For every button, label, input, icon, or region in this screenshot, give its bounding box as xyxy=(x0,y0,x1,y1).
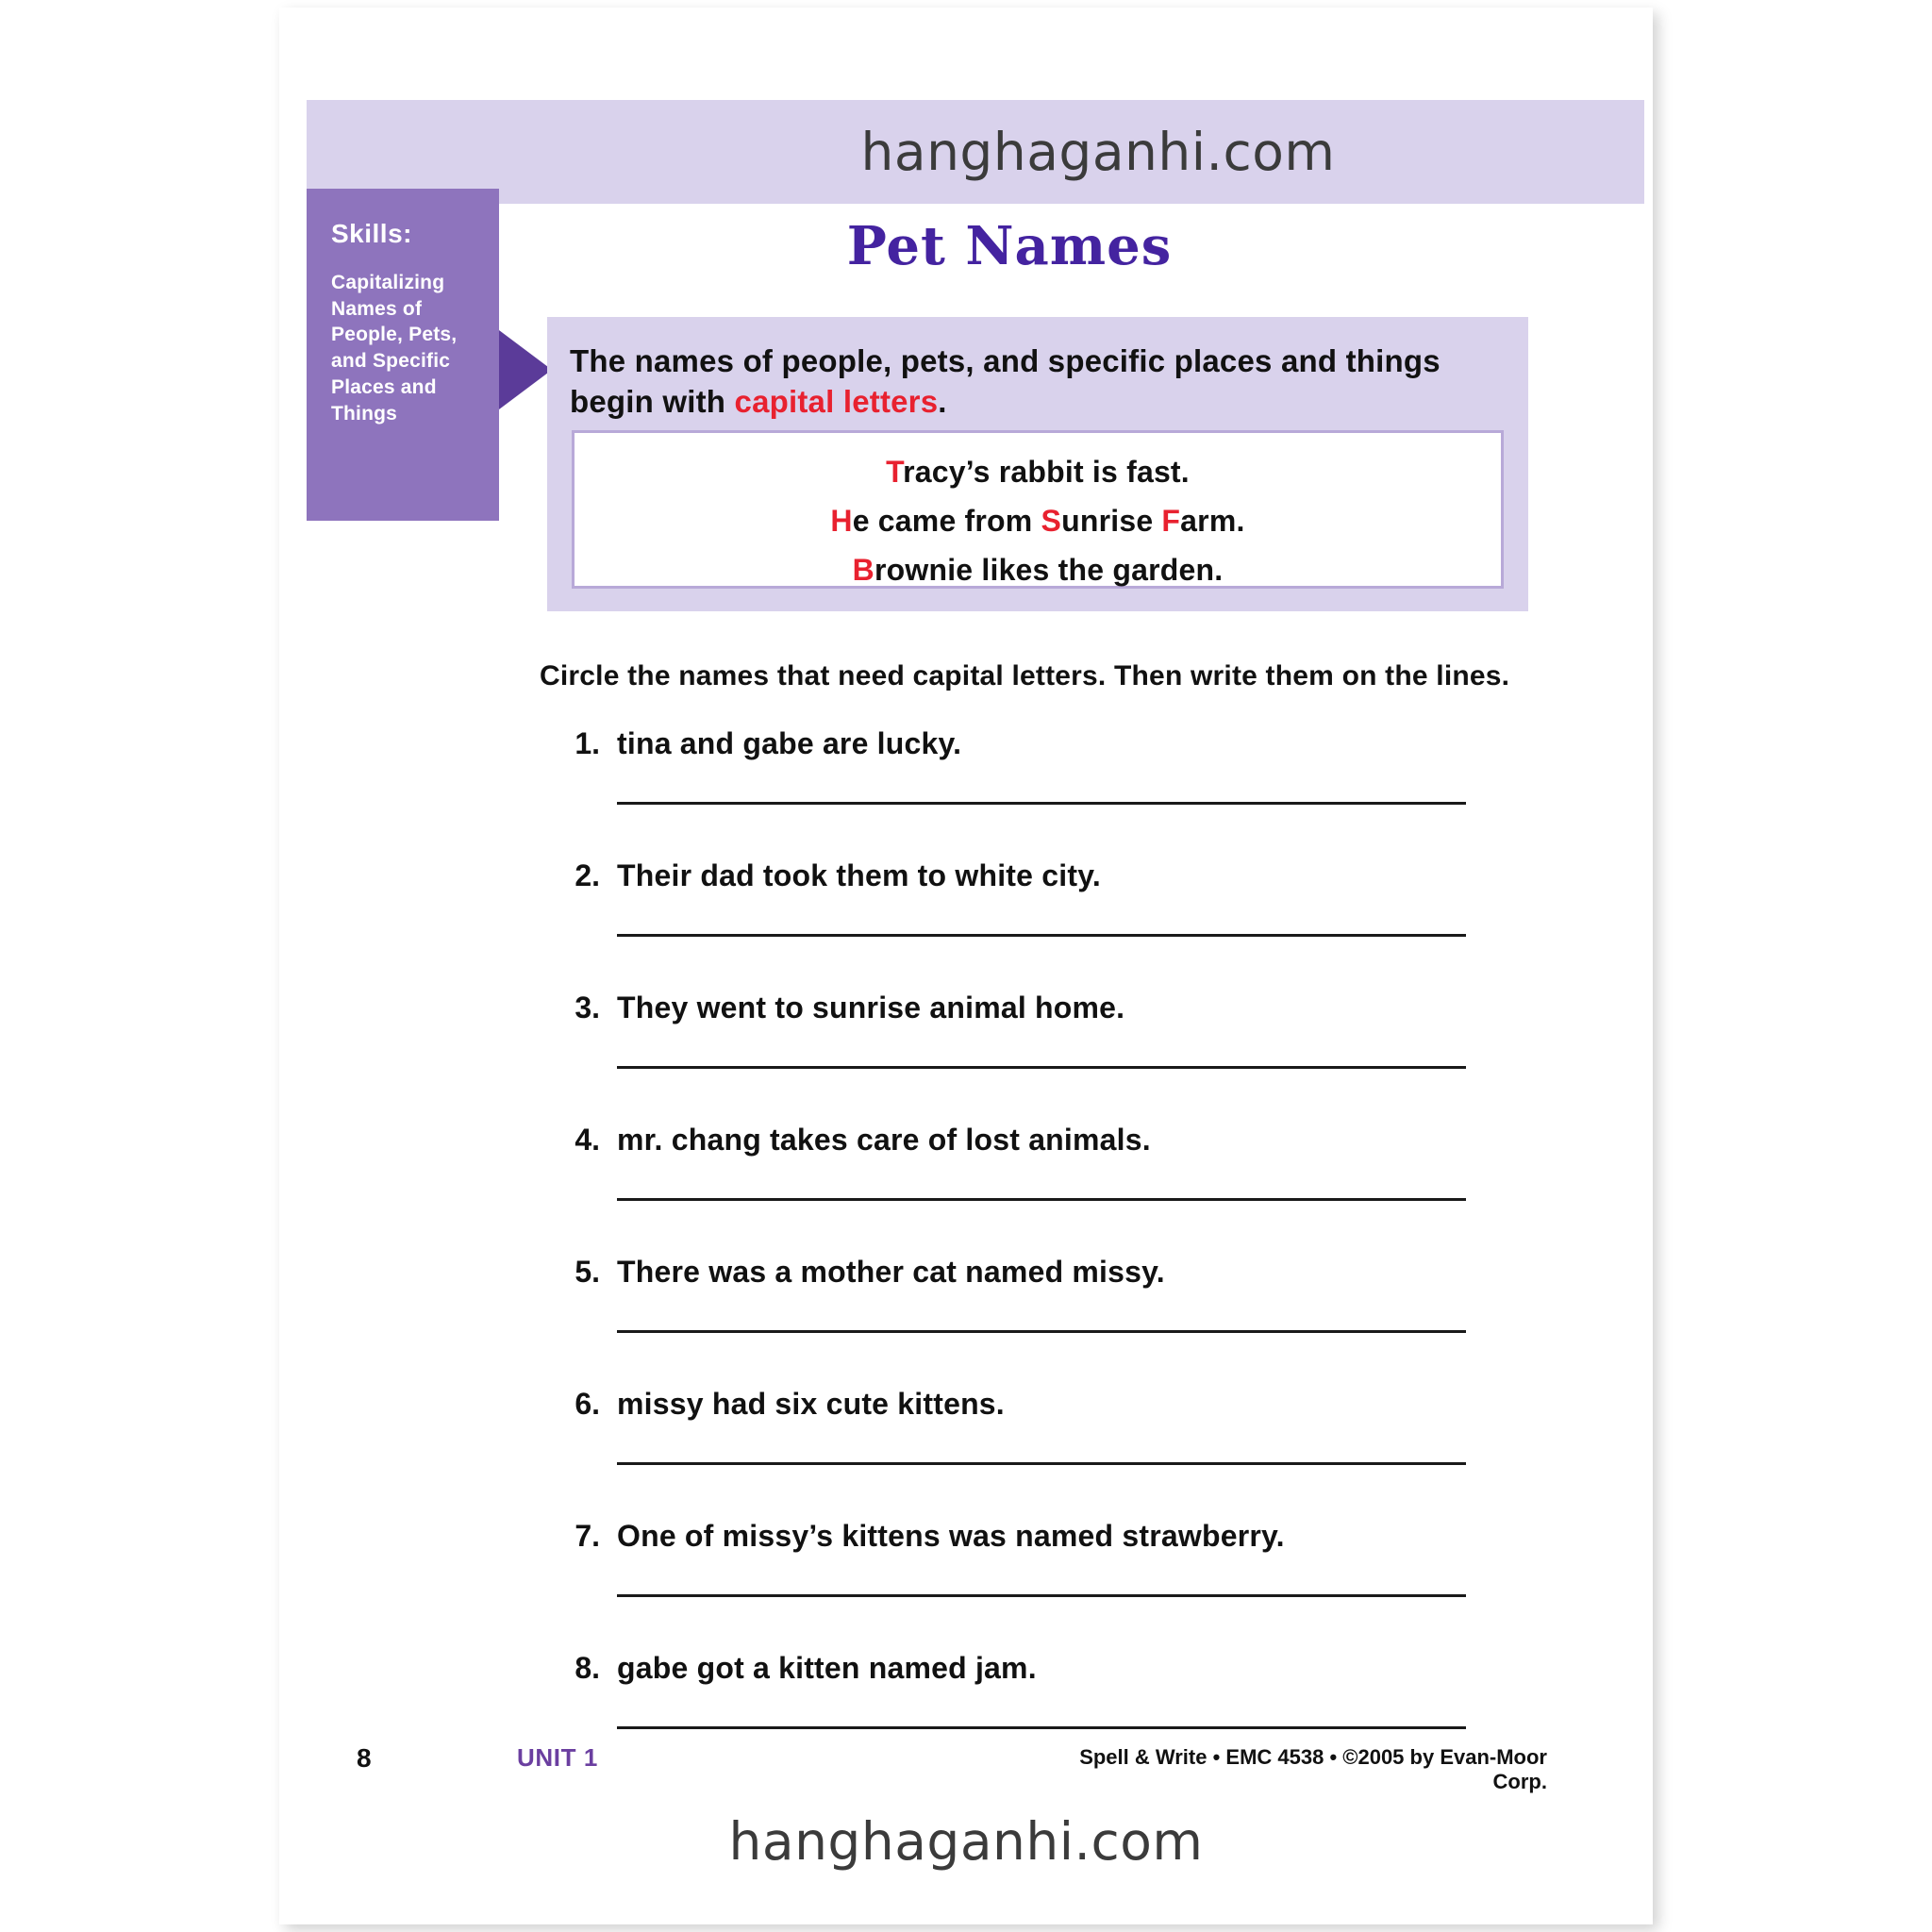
list-item xyxy=(540,1113,1540,1245)
list-item xyxy=(540,981,1540,1113)
rule-text-part1: The names of people, pets, and specific places and things begin with xyxy=(570,343,1441,419)
item-sentence: They went to sunrise animal home. xyxy=(617,991,1125,1024)
example-rest: unrise xyxy=(1061,503,1162,538)
item-number: 8. xyxy=(575,1651,600,1685)
item-number: 3. xyxy=(575,991,600,1024)
examples-box xyxy=(572,430,1504,589)
example-line xyxy=(575,497,1501,546)
example-rest: arm. xyxy=(1180,503,1245,538)
example-line xyxy=(575,546,1501,595)
rule-highlight: capital letters xyxy=(734,383,939,419)
example-capital: T xyxy=(886,455,904,489)
directions: Circle the names that need capital letters. Then write them on the lines. xyxy=(540,660,1510,691)
skills-body: Capitalizing Names of People, Pets, and Specific Places and Things xyxy=(331,272,458,425)
list-item xyxy=(540,1377,1540,1509)
item-number: 4. xyxy=(575,1123,600,1157)
answer-line[interactable] xyxy=(617,1726,1466,1729)
example-rest: e came from xyxy=(852,503,1041,538)
item-number: 5. xyxy=(575,1255,600,1289)
answer-line[interactable] xyxy=(617,1198,1466,1201)
item-sentence: One of missy’s kittens was named strawberry. xyxy=(617,1519,1285,1553)
item-number: 6. xyxy=(575,1387,600,1421)
exercise-list xyxy=(540,717,1540,1774)
answer-line[interactable] xyxy=(617,802,1466,805)
example-capital: H xyxy=(830,503,853,538)
list-item xyxy=(540,1245,1540,1377)
example-rest: racy’s rabbit is fast. xyxy=(903,455,1190,489)
answer-line[interactable] xyxy=(617,1462,1466,1465)
item-number: 7. xyxy=(575,1519,600,1553)
top-banner xyxy=(307,100,1644,204)
list-item xyxy=(540,849,1540,981)
skills-sidebar xyxy=(307,189,499,521)
skills-heading: Skills: xyxy=(331,219,412,248)
footer-page-number: 8 xyxy=(357,1743,372,1773)
example-rest: rownie likes the garden. xyxy=(874,552,1224,587)
watermark-top: hanghaganhi.com xyxy=(860,122,1336,182)
example-capital: F xyxy=(1161,503,1181,538)
list-item xyxy=(540,717,1540,849)
answer-line[interactable] xyxy=(617,1330,1466,1333)
item-sentence: gabe got a kitten named jam. xyxy=(617,1651,1037,1685)
skills-arrow-icon xyxy=(499,330,552,409)
example-capital: S xyxy=(1041,503,1062,538)
answer-line[interactable] xyxy=(617,1594,1466,1597)
item-sentence: There was a mother cat named missy. xyxy=(617,1255,1165,1289)
example-line xyxy=(575,448,1501,497)
footer-unit: UNIT 1 xyxy=(517,1743,598,1772)
item-sentence: mr. chang takes care of lost animals. xyxy=(617,1123,1151,1157)
answer-line[interactable] xyxy=(617,1066,1466,1069)
answer-line[interactable] xyxy=(617,934,1466,937)
rule-text-part2: . xyxy=(938,383,947,419)
rule-text xyxy=(570,341,1506,423)
example-capital: B xyxy=(852,552,874,587)
item-number: 2. xyxy=(575,858,600,892)
item-number: 1. xyxy=(575,726,600,760)
rule-box xyxy=(547,317,1528,611)
item-sentence: tina and gabe are lucky. xyxy=(617,726,962,760)
footer-credit: Spell & Write • EMC 4538 • ©2005 by Evan-Moor Corp. xyxy=(1079,1745,1547,1793)
list-item xyxy=(540,1509,1540,1641)
item-sentence: Their dad took them to white city. xyxy=(617,858,1101,892)
watermark-bottom: hanghaganhi.com xyxy=(728,1811,1204,1872)
page-title: Pet Names xyxy=(846,215,1173,277)
item-sentence: missy had six cute kittens. xyxy=(617,1387,1005,1421)
